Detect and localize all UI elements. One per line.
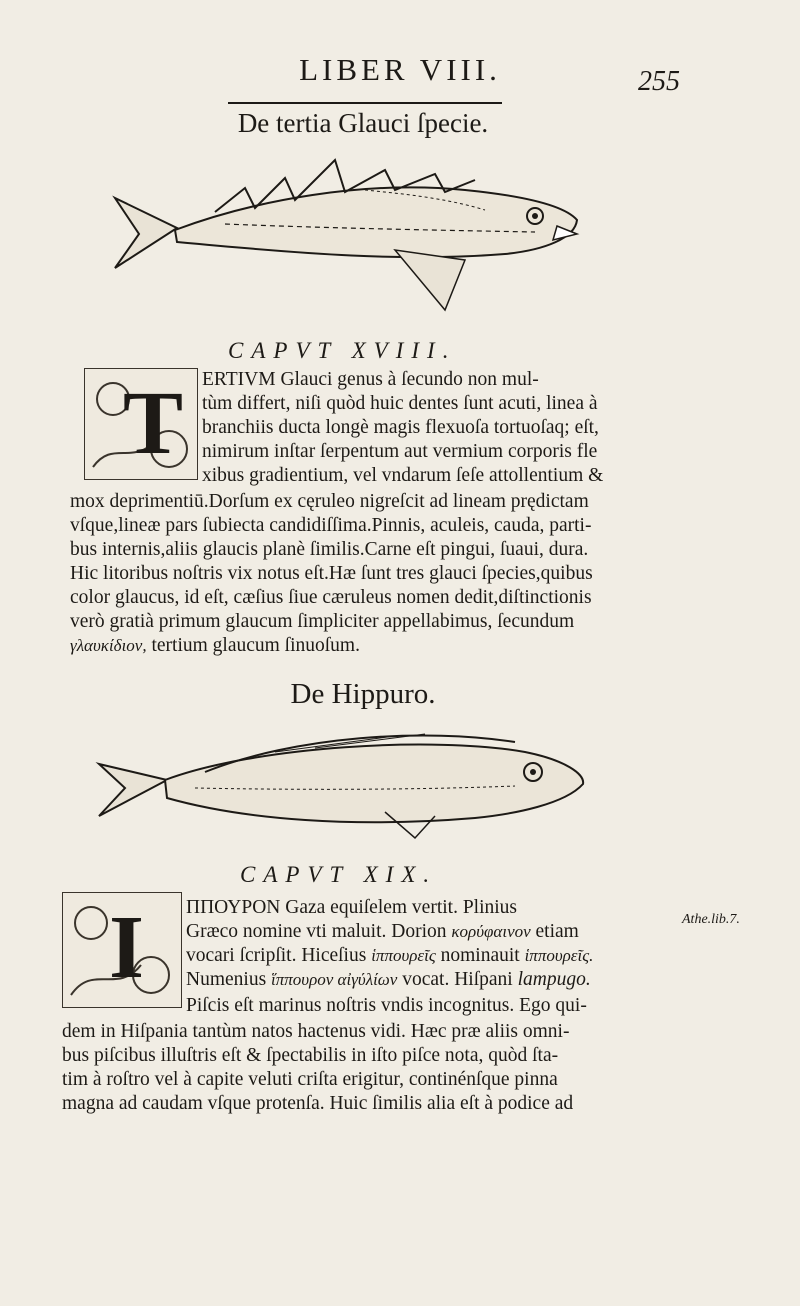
text-line: mox deprimentiū.Dorſum ex cęruleo nigreſcit ad lineam prędictam (70, 491, 589, 512)
text-fragment: etiam (530, 921, 579, 942)
hippurus-line-3 (186, 944, 593, 968)
text-line: Gaza equiſelem vertit. Plinius (285, 897, 518, 918)
text-line: nimirum inſtar ſerpentum aut vermium corporis fle (202, 441, 598, 462)
text-line: bus internis,aliis glaucis planè ſimilis.Carne eſt pingui, ſuaui, dura. (70, 539, 589, 560)
greek-term: ἱππουρεῖς (371, 946, 436, 965)
section-title-hippurus: De Hippuro. (290, 678, 436, 710)
opening-word: ERTIVM (202, 369, 276, 390)
hippurus-line-4 (186, 968, 591, 992)
text-fragment: Græco nomine vti maluit. Dorion (186, 921, 452, 942)
text-line: color glaucus, id eſt, cæſius ſiue cæruleus nomen dedit,diſtinctionis (70, 587, 592, 608)
text-line: bus piſcibus illuſtris eſt & ſpectabilis in iſto piſce nota, quòd ſta- (62, 1045, 559, 1066)
text-line: Glauci genus à ſecundo non mul- (280, 369, 539, 390)
text-line: dem in Hiſpania tantùm natos hactenus vidi. Hæc præ aliis omni- (62, 1021, 570, 1042)
section-title-glaucus: De tertia Glauci ſpecie. (237, 108, 489, 138)
text-fragment: tertium glaucum ſinuoſum. (146, 635, 360, 656)
chapter-heading-xix: CAPVT XIX. (240, 862, 438, 887)
text-line: Hic litoribus noſtris vix notus eſt.Hæ ſunt tres glauci ſpecies,quibus (70, 563, 593, 584)
initial-letter: T (123, 374, 184, 473)
text-line: xibus gradientium, vel vndarum ſeſe attollentium & (202, 465, 604, 486)
greek-term: γλαυκίδιον, (70, 636, 147, 655)
margin-note: Athe.lib.7. (682, 912, 740, 927)
text-line: vſque,lineæ pars ſubiecta candidiſſima.Pinnis, aculeis, cauda, parti- (70, 515, 592, 536)
greek-term: ἱππουρεῖς. (524, 946, 594, 965)
glaucus-fish-illustration (105, 150, 585, 330)
text-fragment: vocat. Hiſpani (397, 969, 518, 990)
hippurus-line-1 (186, 896, 517, 920)
decorated-initial-t (84, 368, 198, 480)
heading-rule (228, 102, 502, 104)
text-line: magna ad caudam vſque protenſa. Huic ſimilis alia eſt à podice ad (62, 1093, 574, 1114)
hippurus-fish-illustration (95, 728, 590, 848)
body-line-1 (202, 368, 539, 392)
greek-term: κορύφαινον (451, 922, 531, 941)
greek-term: ἵππουρον αἰγύλίων (271, 970, 398, 989)
decorated-initial-i (62, 892, 182, 1008)
text-line: tùm differt, niſi quòd huic dentes ſunt acuti, linea à (202, 393, 598, 414)
opening-word: ΠΠΟΥΡΟΝ (186, 897, 281, 918)
text-fragment: Numenius (186, 969, 272, 990)
running-head: LIBER VIII. (299, 52, 501, 87)
text-line: Piſcis eſt marinus noſtris vndis incognitus. Ego qui- (186, 995, 587, 1016)
text-line: branchiis ducta longè magis flexuoſa tortuoſaq; eſt, (202, 417, 599, 438)
text-fragment: vocari ſcripſit. Hiceſius (186, 945, 372, 966)
hippurus-line-2 (186, 920, 579, 944)
text-fragment: nominauit (435, 945, 525, 966)
text-line: verò gratià primum glaucum ſimpliciter appellabimus, ſecundum (70, 611, 575, 632)
text-line: tim à roſtro vel à capite veluti criſta erigitur, continénſque pinna (62, 1069, 558, 1090)
italic-term: lampugo. (517, 969, 591, 990)
chapter-heading-xviii: CAPVT XVIII. (228, 338, 457, 363)
text-line-last (70, 634, 360, 658)
page-number: 255 (638, 66, 680, 97)
initial-letter: I (109, 898, 145, 997)
